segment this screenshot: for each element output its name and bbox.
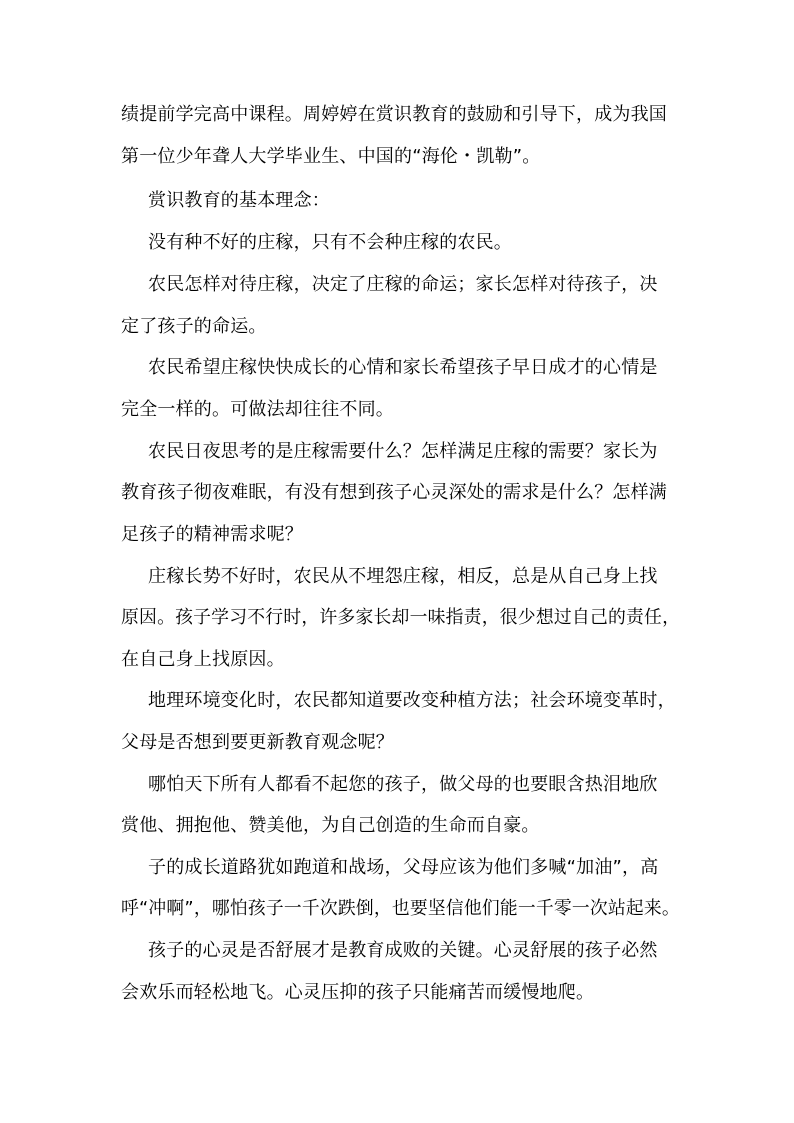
text-line: 没有种不好的庄稼，只有不会种庄稼的农民。 [148, 232, 512, 253]
text-line: 农民日夜思考的是庄稼需要什么？怎样满足庄稼的需要？家长为 [148, 441, 658, 462]
text-line: 第一位少年聋人大学毕业生、中国的“海伦・凯勒”。 [121, 146, 541, 167]
text-line: 完全一样的。可做法却往往不同。 [121, 399, 394, 420]
text-line: 足孩子的精神需求呢？ [121, 524, 303, 545]
text-line: 会欢乐而轻松地飞。心灵压抑的孩子只能痛苦而缓慢地爬。 [121, 982, 595, 1003]
text-line: 在自己身上找原因。 [121, 649, 285, 670]
text-line: 农民希望庄稼快快成长的心情和家长希望孩子早日成才的心情是 [148, 357, 658, 378]
text-line: 绩提前学完高中课程。周婷婷在赏识教育的鼓励和引导下，成为我国 [121, 104, 667, 125]
text-line: 孩子的心灵是否舒展才是教育成败的关键。心灵舒展的孩子必然 [148, 940, 658, 961]
text-line: 农民怎样对待庄稼，决定了庄稼的命运；家长怎样对待孩子，决 [148, 274, 658, 295]
text-line: 赏他、拥抱他、赞美他，为自己创造的生命而自豪。 [121, 815, 540, 836]
text-line: 呼“冲啊”，哪怕孩子一千次跌倒，也要坚信他们能一千零一次站起来。 [121, 898, 680, 919]
text-line: 庄稼长势不好时，农民从不埋怨庄稼，相反，总是从自己身上找 [148, 566, 658, 587]
text-line: 地理环境变化时，农民都知道要改变种植方法；社会环境变革时， [148, 690, 676, 711]
text-line: 原因。孩子学习不行时，许多家长却一味指责，很少想过自己的责任， [121, 607, 681, 628]
text-line: 教育孩子彻夜难眠，有没有想到孩子心灵深处的需求是什么？怎样满 [121, 482, 667, 503]
text-line: 子的成长道路犹如跑道和战场，父母应该为他们多喊“加油”，高 [148, 857, 659, 878]
text-line: 哪怕天下所有人都看不起您的孩子，做父母的也要眼含热泪地欣 [148, 774, 658, 795]
text-line: 父母是否想到要更新教育观念呢？ [121, 732, 394, 753]
text-line: 赏识教育的基本理念： [148, 190, 330, 211]
text-line: 定了孩子的命运。 [121, 316, 267, 337]
